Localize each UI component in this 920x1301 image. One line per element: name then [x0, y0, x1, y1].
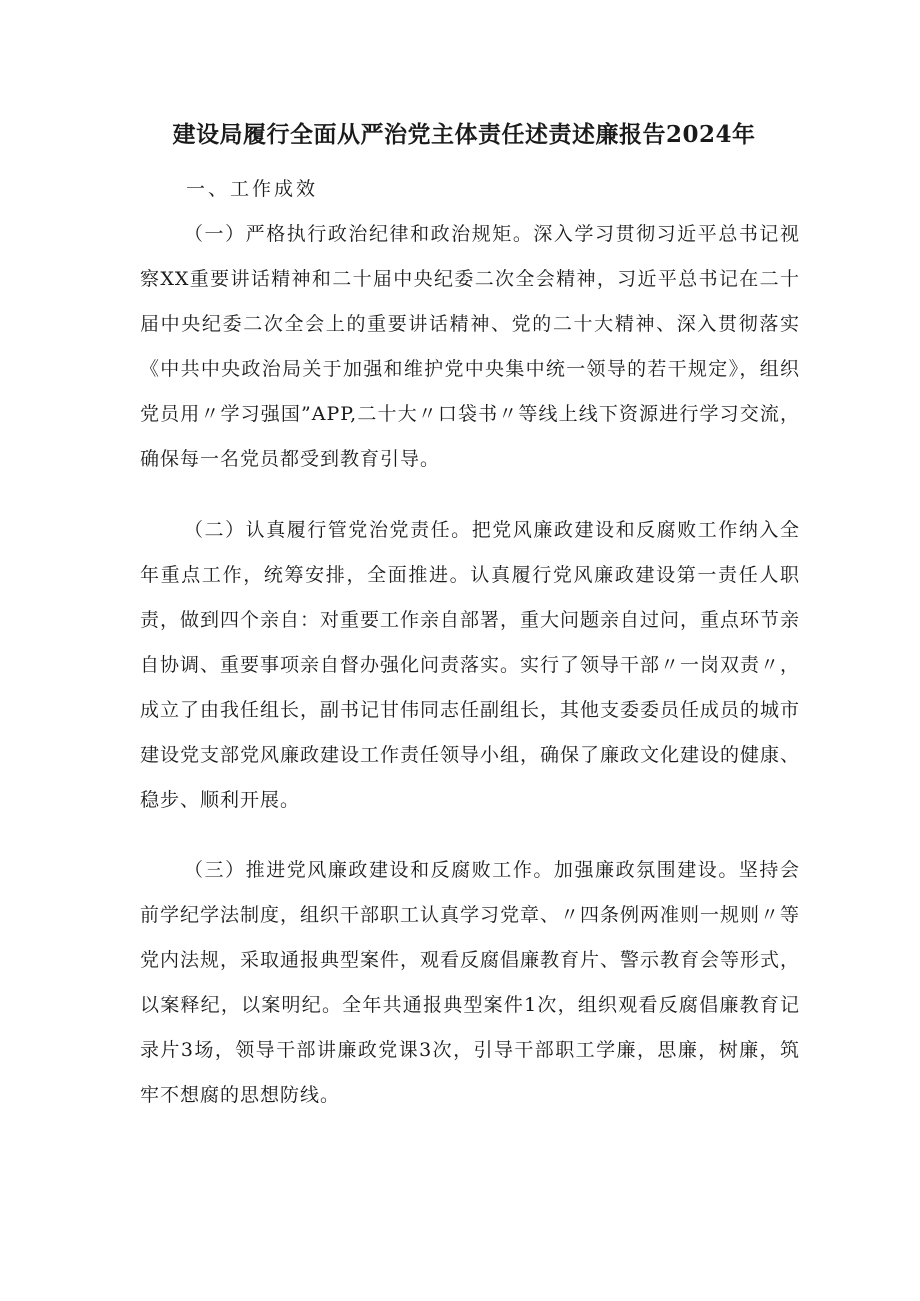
document-title: 建设局履行全面从严治党主体责任述责述廉报告2024年: [172, 121, 756, 148]
body-paragraph: （一）严格执行政治纪律和政治规矩。深入学习贯彻习近平总书记视察XX重要讲话精神和二十届中央纪委二次全会精神，习近平总书记在二十届中央纪委二次全会上的重要讲话精神、党的二十大精神、深入贯彻落实《中共中央政治局关于加强和维护党中央集中统一领导的若干规定》，组织党员用〃学习强国”APP,二十大〃口袋书〃等线上线下资源进行学习交流，确保每一名党员都受到教育引导。: [140, 223, 800, 470]
body-paragraph: （三）推进党风廉政建设和反腐败工作。加强廉政氛围建设。坚持会前学纪学法制度，组织干部职工认真学习党章、〃四条例两准则一规则〃等党内法规，采取通报典型案件，观看反腐倡廉教育片、警示教育会等形式，以案释纪，以案明纪。全年共通报典型案件1次，组织观看反腐倡廉教育记录片3场，领导干部讲廉政党课3次，引导干部职工学廉，思廉，树廉，筑牢不想腐的思想防线。: [140, 859, 801, 1106]
body-paragraph: （二）认真履行管党治党责任。把党风廉政建设和反腐败工作纳入全年重点工作，统筹安排，全面推进。认真履行党风廉政建设第一责任人职责，做到四个亲自：对重要工作亲自部署，重大问题亲自过问，重点环节亲自协调、重要事项亲自督办强化问责落实。实行了领导干部〃一岗双责〃，成立了由我任组长，副书记甘伟同志任副组长，其他支委委员任成员的城市建设党支部党风廉政建设工作责任领导小组，确保了廉政文化建设的健康、稳步、顺利开展。: [140, 519, 801, 811]
section-heading: 一、工作成效: [186, 178, 319, 200]
